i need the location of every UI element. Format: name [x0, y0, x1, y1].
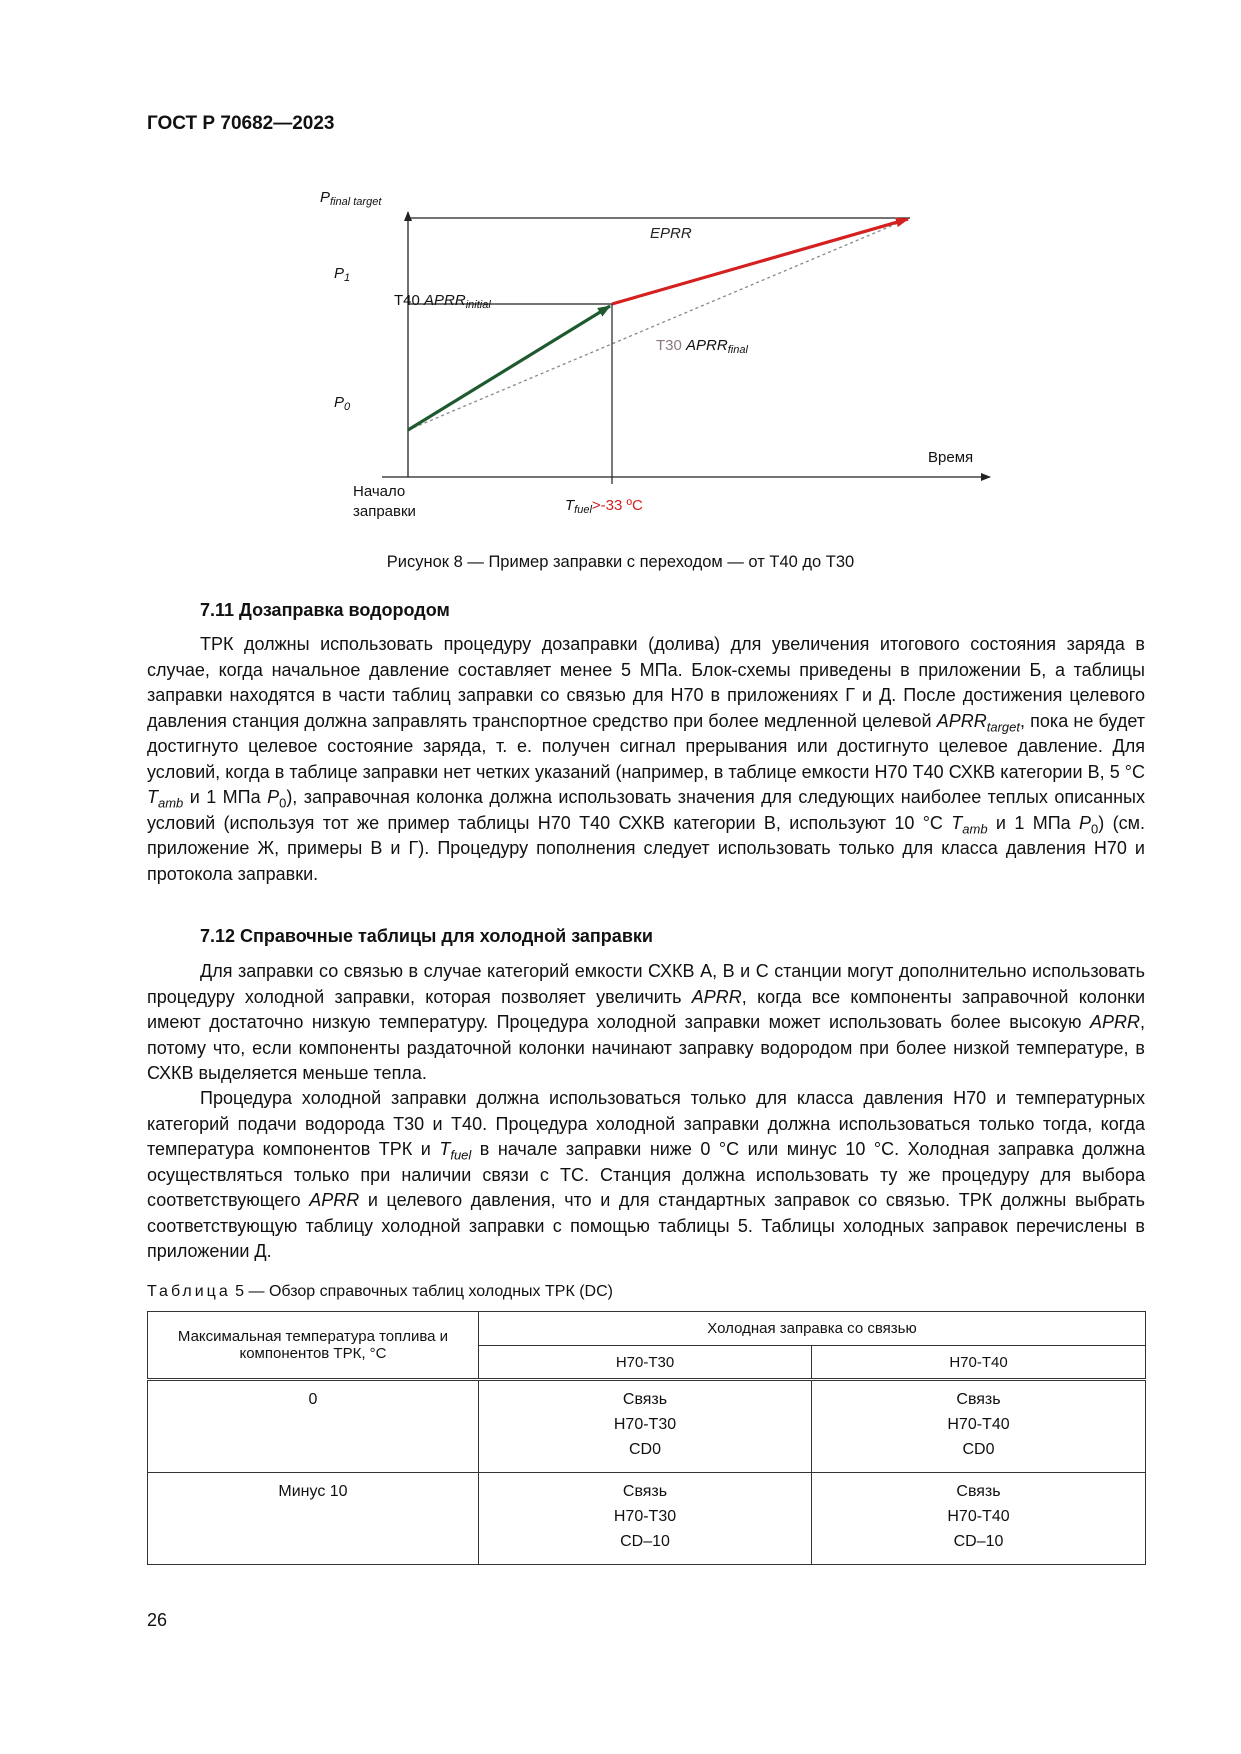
table-cell-temp: 0	[148, 1380, 479, 1473]
table-cell-h70-t30: Связь Н70-Т30 CD0	[479, 1380, 812, 1473]
table-header-cold-fill: Холодная заправка со связью	[479, 1312, 1146, 1346]
p0-label: $P_0$	[334, 394, 351, 413]
figure-caption: Рисунок 8 — Пример заправки с переходом — от Т40 до Т30	[386, 553, 855, 571]
table-5	[147, 1311, 1146, 1565]
t40-aprr-initial-label: Т40 $APRR_{initial}$	[394, 292, 491, 311]
p-final-target-label: $P_{final target}$	[320, 189, 382, 208]
table-header-h70-t30: Н70-Т30	[479, 1346, 812, 1380]
t30-aprr-final-dotted-line	[408, 218, 910, 430]
tfuel-condition-label: $T_{fuel}>-33$ ºС	[565, 497, 643, 516]
t30-aprr-final-label: Т30 $APRR_{final}$	[656, 337, 748, 356]
table-cell-h70-t30: Связь Н70-Т30 CD–10	[479, 1473, 812, 1565]
table-cell-h70-t40: Связь Н70-Т40 CD0	[812, 1380, 1146, 1473]
start-label-line1: Начало	[353, 483, 406, 500]
page-number: 26	[147, 1610, 168, 1630]
section-7-11-heading: 7.11 Дозаправка водородом	[200, 600, 450, 620]
table-row	[148, 1380, 1146, 1473]
t40-aprr-initial-arrow	[408, 306, 610, 430]
table-cell-temp: Минус 10	[148, 1473, 479, 1565]
table-row	[148, 1473, 1146, 1565]
p1-label: $P_1$	[334, 265, 351, 284]
start-label-line2: заправки	[353, 503, 416, 520]
table-header-h70-t40: Н70-Т40	[812, 1346, 1146, 1380]
section-7-12-heading: 7.12 Справочные таблицы для холодной заправки	[200, 926, 653, 946]
table-5-caption: Таблица 5 — Обзор справочных таблиц холодных ТРК (DC)	[147, 1283, 613, 1300]
x-axis-label: Время	[928, 449, 974, 466]
figure-graph	[320, 189, 1000, 532]
paragraph-7-12-b: Процедура холодной заправки должна использоваться только для класса давления Н70 и температурных категорий подачи водорода Т30 и Т40. Процедура холодной заправки должна использоваться только тогда, когда температура компонентов ТРК и $T_{fuel}$ в начале заправки ниже 0 °С или минус 10 °С. Холодная заправка должна осуществляться только при наличии связи с ТС. Станция должна использовать ту же процедуру для выбора соответствующего APRR и целевого давления, что и для стандартных заправок со связью. ТРК должны выбрать соответствующую таблицу холодной заправки с помощью таблицы 5. Таблицы холодных заправок перечислены в приложении Д.	[147, 1088, 1145, 1261]
figure-8	[320, 189, 1000, 532]
paragraph-7-12-a: Для заправки со связью в случае категорий емкости СХКВ А, В и С станции могут дополнительно использовать процедуру холодной заправки, которая позволяет увеличить APRR, когда все компоненты заправочной колонки имеют достаточно низкую температуру. Процедура холодной заправки может использовать более высокую APRR, потому что, если компоненты раздаточной колонки начинают заправку водородом при более низкой температуре, в СХКВ выделяется меньше тепла.	[147, 961, 1146, 1083]
eprr-label: EPRR	[650, 225, 692, 242]
table-cell-h70-t40: Связь Н70-Т40 CD–10	[812, 1473, 1146, 1565]
document-header: ГОСТ Р 70682—2023	[147, 113, 335, 134]
table-header-max-temp: Максимальная температура топлива и компонентов ТРК, °С	[148, 1312, 479, 1380]
paragraph-7-11: ТРК должны использовать процедуру дозаправки (долива) для увеличения итогового состояния заряда в случае, когда начальное давление составляет менее 5 МПа. Блок-схемы приведены в приложении Б, а таблицы заправки находятся в части таблиц заправки со связью для Н70 в приложениях Г и Д. После достижения целевого давления станция должна заправлять транспортное средство при более медленной целевой $APRR_{target}$, пока не будет достигнуто целевое состояние заряда, т. е. получен сигнал прерывания или достигнуто целевое давление. Для условий, когда в таблице заправки нет четких указаний (например, в таблице емкости Н70 Т40 СХКВ категории B, 5 °С $T_{amb}$ и 1 МПа $P_0$), заправочная колонка должна использовать значения для следующих наиболее теплых описанных условий (используя тот же пример таблицы Н70 Т40 СХКВ категории B, используют 10 °С $T_{amb}$ и 1 МПа $P_0$) (см. приложение Ж, примеры В и Г). Процедуру пополнения следует использовать только для класса давления Н70 и протокола заправки.	[147, 634, 1145, 884]
